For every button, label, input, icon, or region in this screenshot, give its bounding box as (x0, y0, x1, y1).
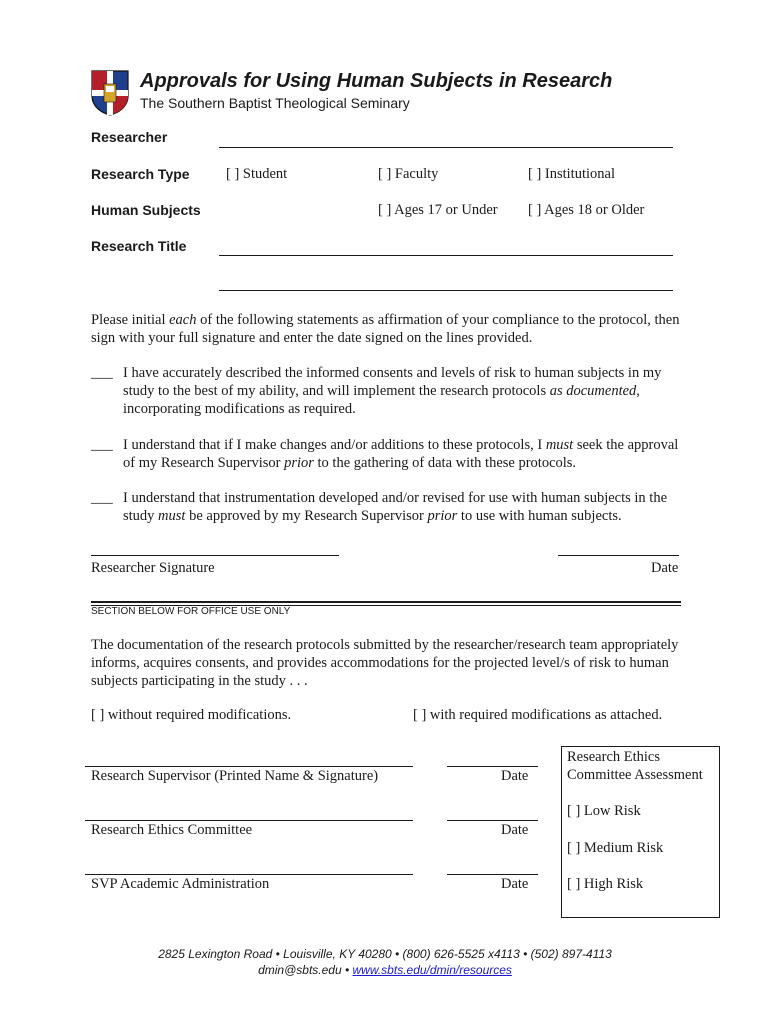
research-title-line-2[interactable] (219, 290, 673, 291)
research-title-line-1[interactable] (219, 255, 673, 256)
human-subjects-under-17-option[interactable]: [ ] Ages 17 or Under (378, 202, 498, 218)
supervisor-date-label: Date (501, 768, 529, 784)
footer-contact: dmin@sbts.edu • www.sbts.edu/dmin/resources (258, 963, 512, 977)
researcher-signature-label: Researcher Signature (91, 560, 215, 576)
initial-blank-1[interactable]: ___ (91, 365, 113, 381)
assessment-title-line-2: Committee Assessment (567, 767, 703, 783)
supervisor-signature-line[interactable] (85, 766, 413, 767)
without-modifications-option[interactable]: [ ] without required modifications. (91, 707, 292, 723)
initial-blank-2[interactable]: ___ (91, 437, 113, 453)
researcher-label: Researcher (91, 129, 168, 145)
researcher-line[interactable] (219, 147, 673, 148)
initial-blank-3[interactable]: ___ (91, 490, 113, 506)
statement-1: I have accurately described the informed consents and levels of risk to human subjects in my study to the best of my ability, and will implement the research protocols as documented, incorporating modifications as required. (123, 365, 662, 417)
document-title: Approvals for Using Human Subjects in Research (140, 70, 613, 92)
researcher-date-label: Date (651, 560, 679, 576)
shield-icon (91, 70, 129, 116)
human-subjects-18-plus-option[interactable]: [ ] Ages 18 or Older (528, 202, 645, 218)
ethics-committee-signature-label: Research Ethics Committee (91, 822, 253, 838)
assessment-title-line-1: Research Ethics (567, 749, 661, 765)
ethics-committee-date-label: Date (501, 822, 529, 838)
human-subjects-label: Human Subjects (91, 202, 201, 218)
high-risk-option[interactable]: [ ] High Risk (567, 876, 644, 892)
svp-signature-line[interactable] (85, 874, 413, 875)
research-type-student-option[interactable]: [ ] Student (226, 166, 288, 182)
researcher-signature-line[interactable] (91, 555, 339, 556)
footer-email[interactable]: dmin@sbts.edu (258, 963, 342, 977)
svp-signature-label: SVP Academic Administration (91, 876, 270, 892)
low-risk-option[interactable]: [ ] Low Risk (567, 803, 641, 819)
ethics-committee-date-line[interactable] (447, 820, 538, 821)
supervisor-date-line[interactable] (447, 766, 538, 767)
instructions-paragraph: Please initial each of the following statements as affirmation of your compliance to the protocol, then sign with your full signature and enter the date signed on the lines provided. (91, 312, 680, 346)
research-type-faculty-option[interactable]: [ ] Faculty (378, 166, 439, 182)
office-paragraph: The documentation of the research protocols submitted by the researcher/research team appropriately informs, acquires consents, and provides accommodations for the projected level/s of risk to human subjects participating in the study . . . (91, 637, 679, 689)
research-type-institutional-option[interactable]: [ ] Institutional (528, 166, 615, 182)
document-subtitle: The Southern Baptist Theological Seminary (140, 95, 410, 111)
footer-url-link[interactable]: www.sbts.edu/dmin/resources (352, 963, 512, 977)
supervisor-signature-label: Research Supervisor (Printed Name & Signature) (91, 768, 379, 784)
medium-risk-option[interactable]: [ ] Medium Risk (567, 840, 664, 856)
footer-address: 2825 Lexington Road • Louisville, KY 40280 • (800) 626-5525 x4113 • (502) 897-4113 (158, 947, 612, 961)
seminary-logo (91, 70, 129, 116)
office-divider-top (91, 601, 681, 603)
statement-3: I understand that instrumentation developed and/or revised for use with human subjects in the study must be approved by my Research Supervisor prior to use with human subjects. (123, 490, 668, 524)
research-type-label: Research Type (91, 166, 190, 182)
svp-date-line[interactable] (447, 874, 538, 875)
office-use-section-label: SECTION BELOW FOR OFFICE USE ONLY (91, 606, 291, 617)
svp-date-label: Date (501, 876, 529, 892)
statement-2: I understand that if I make changes and/or additions to these protocols, I must seek the approval of my Research Supervisor prior to the gathering of data with these protocols. (123, 437, 679, 471)
researcher-date-line[interactable] (558, 555, 679, 556)
with-modifications-option[interactable]: [ ] with required modifications as attached. (413, 707, 663, 723)
ethics-committee-signature-line[interactable] (85, 820, 413, 821)
research-title-label: Research Title (91, 238, 187, 254)
